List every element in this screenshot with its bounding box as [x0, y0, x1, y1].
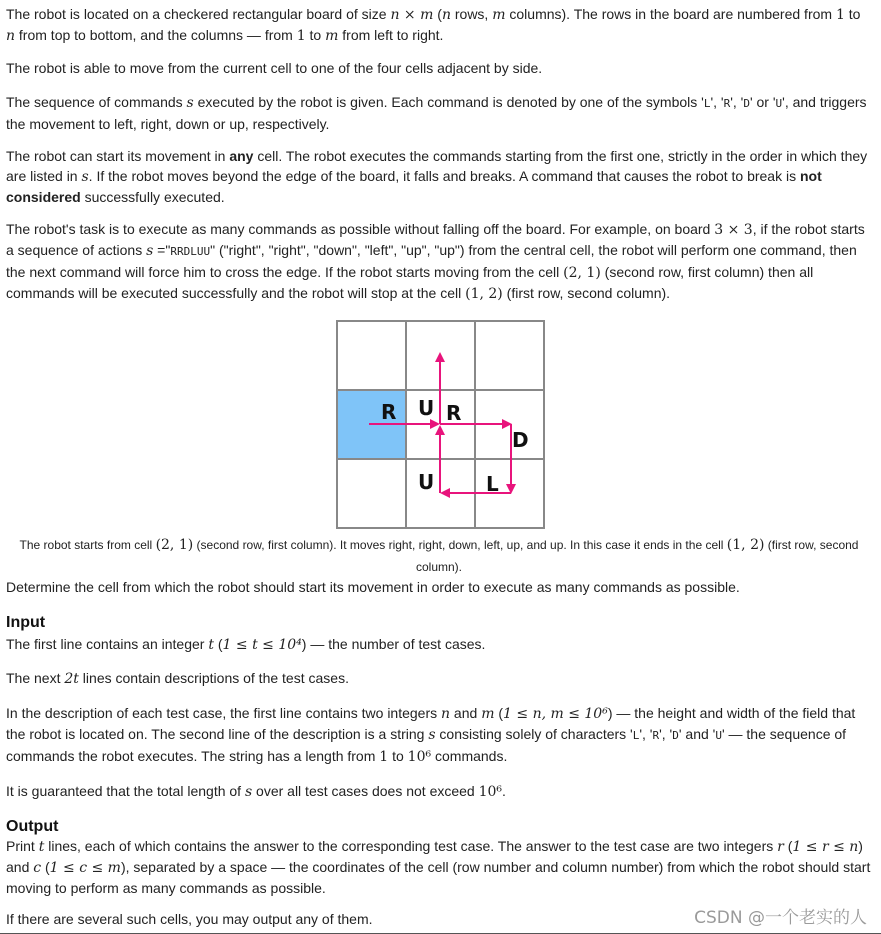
paragraph-start: The robot can start its movement in any cell. The robot executes the commands starting from the first one, strictly in the order in which they are listed in s. If the robot moves beyond the edge of the board, it falls and breaks. A command that causes the robot to break is not considered successfully executed. [6, 148, 868, 205]
paragraph-moves: The robot is able to move from the current cell to one of the four cells adjacent by side. [6, 60, 543, 76]
paragraph-commands: The sequence of commands s executed by the robot is given. Each command is denoted by one of the symbols 'L', 'R', 'D' or 'U', and triggers the movement to left, right, down or up, respectively. [6, 94, 867, 132]
input-paragraph-guarantee: It is guaranteed that the total length of s over all test cases does not exceed 10⁶. [6, 783, 506, 800]
robot-path-diagram [336, 320, 546, 530]
label-u2: U [418, 470, 435, 494]
output-heading: Output [6, 818, 59, 835]
output-paragraph-print: Print t lines, each of which contains the answer to the corresponding test case. The answer to the test case are two integers r (1 ≤ r ≤ n) and c (1 ≤ c ≤ m), separated by a space — the coordinates of the cell (row number and column number) from which the robot should start moving to perform as many commands as possible. [6, 838, 871, 896]
paragraph-board: The robot is located on a checkered rectangular board of size n × m (n rows, m columns). The rows in the board are numbered from 1 to n from top to bottom, and the columns — from 1 to m from left to right. [6, 6, 861, 44]
input-heading: Input [6, 614, 46, 631]
label-d: D [512, 428, 529, 452]
label-r2: R [446, 401, 462, 425]
label-l: L [486, 472, 499, 496]
label-u1: U [418, 396, 435, 420]
robot-path-figure [336, 320, 546, 530]
input-paragraph-description: In the description of each test case, the first line contains two integers n and m (1 ≤ n, m ≤ 10⁶) — the height and width of the field that the robot is located on. The second line of the description is a string s consisting solely of characters 'L', 'R', 'D' and 'U' — the sequence of commands the robot executes. The string has a length from 1 to 10⁶ commands. [6, 705, 856, 765]
label-r1: R [381, 400, 397, 424]
output-paragraph-several: If there are several such cells, you may output any of them. [6, 911, 373, 927]
figure-caption: The robot starts from cell (2, 1) (second row, first column). It moves right, right, down, left, up, and up. In this case it ends in the cell (1, 2) (first row, second column). [19, 537, 859, 574]
input-paragraph-lines: The next 2t lines contain descriptions of the test cases. [6, 670, 349, 687]
input-paragraph-t: The first line contains an integer t (1 ≤ t ≤ 10⁴) — the number of test cases. [6, 636, 486, 653]
paragraph-determine: Determine the cell from which the robot should start its movement in order to execute as many commands as possible. [6, 579, 740, 595]
csdn-watermark: CSDN @一个老实的人 [694, 908, 867, 928]
paragraph-task: The robot's task is to execute as many commands as possible without falling off the board. For example, on board 3 × 3, if the robot starts a sequence of actions s ="RRDLUU" ("right", "right", "down", "left", "up", "up") from the central cell, the robot will perform one command, then the next command will force him to cross the edge. If the robot starts moving from the cell (2, 1) (second row, first column) then all commands will be executed successfully and the robot will stop at the cell (1, 2) (first row, second column). [6, 221, 865, 302]
